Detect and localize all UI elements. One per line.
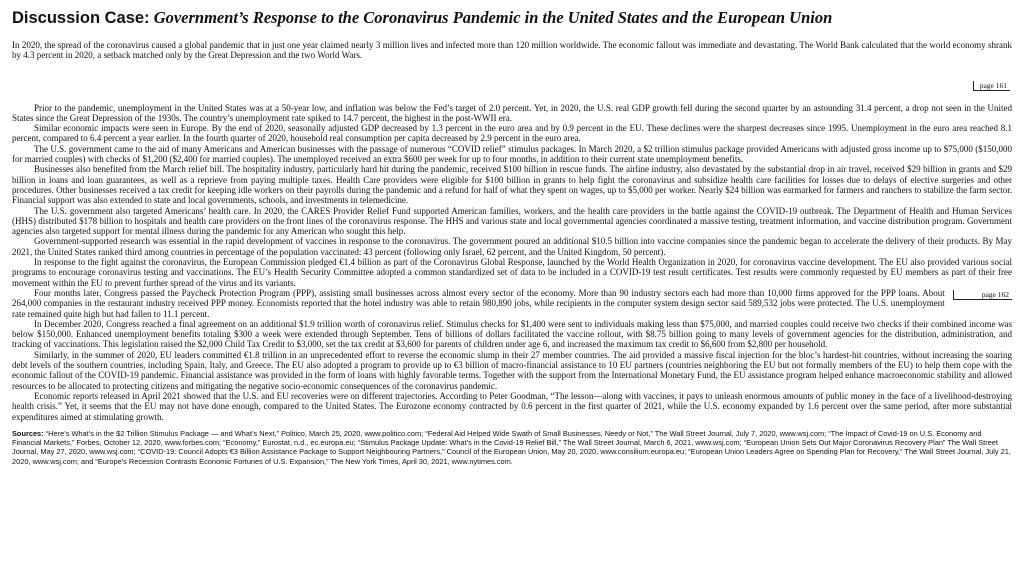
paragraph-us-economy: Prior to the pandemic, unemployment in the United States was at a 50-year low, and inflation was below the Fed’s target of 2.0 percent. Yet, in 2020, the U.S. real GDP growth fell during the second quarter by an astounding 31.4 percent, a drop not seen in the United States since the Great Depression of the 1930s. The country’s unemployment rate spiked to 14.7 percent, the highest in the post-WWII era.	[12, 102, 1012, 123]
sources-label: Sources:	[12, 428, 44, 438]
sources-text: “Here’s What’s in the $2 Trillion Stimulus Package — and What’s Next,” Politico, March 25, 2020, www.politico.com; “Federal Aid Helped Wide Swath of Small Businesses, Needy or Not,” The Wall Street Journal, July 7, 2020, www.wsj.com; “The Impact of Covid-19 on U.S. Economy and Financial Markets,” Forbes, October 12, 2020, www.forbes.com; “Economy,” Eurostat, n.d., ec.europa.eu; “Stimulus Package Update: What’s in the Covid-19 Relief Bill,” The Wall Street Journal, March 6, 2021, www.wsj.com; “European Union Sets Out Major Coronavirus Recovery Plan” The Wall Street Journal, May 27, 2020, www.wsj.com; “COVID-19: Council Adopts €3 Billion Assistance Package to Support Neighbouring Partners,” Council of the European Union, May 20, 2020, www.consilium.europa.eu; “European Union Leaders Agree on Spending Plan for Recovery,” The Wall Street Journal, July 21, 2020, www.wsj.com; and “Europe’s Recession Contrasts Economic Fortunes of U.S. Expansion,” The New York Times, April 30, 2021, www.nytimes.com.	[12, 428, 1011, 466]
intro-section	[12, 40, 1012, 61]
case-title-lead: Discussion Case:	[12, 9, 150, 27]
case-title	[12, 8, 1012, 28]
intro-paragraph: In 2020, the spread of the coronavirus caused a global pandemic that in just one year claimed nearly 3 million lives and infected more than 120 million worldwide. The economic fallout was immediate and devastating. The World Bank calculated that the world economy shrank by 4.3 percent in 2020, a setback matched only by the Great Depression and the two World Wars.	[12, 40, 1012, 61]
sources-section	[12, 429, 1012, 466]
page-marker-162: page 162	[953, 290, 1012, 300]
paragraph-health-care: The U.S. government also targeted Americans’ health care. In 2020, the CARES Provider Relief Fund supported American families, workers, and the health care providers in the battle against the COVID-19 outbreak. The Department of Health and Human Services (HHS) distributed $178 billion to hospitals and health care providers on the front lines of the coronavirus response. The HHS and various state and local governmental agencies coordinated a massive testing, treatment information, and vaccine distribution program. Government agencies also targeted support for mental illness during the pandemic for any American who sought this help.	[12, 205, 1012, 237]
page-marker-161: page 161	[973, 81, 1010, 91]
case-body	[12, 103, 1012, 422]
paragraph-economic-reports: Economic reports released in April 2021 showed that the U.S. and EU recoveries were on different trajectories. According to Peter Goodman, “The lesson—along with vaccines, it pays to unleash enormous amounts of public money in the face of a livelihood-destroying health crisis.” Yet, it seems that the EU may not have done enough, compared to the United States. The Eurozone economy contracted by 0.6 percent in the first quarter of 2021, while the U.S. economy expanded by 1.6 percent over the same period, after more substantial expenditures aimed at stimulating growth.	[12, 390, 1012, 422]
paragraph-business-relief: Businesses also benefited from the March relief bill. The hospitality industry, particularly hard hit during the pandemic, received $100 billion in rescue funds. The airline industry, also devastated by the substantial drop in air travel, received $29 billion in grants and $29 billion in loans and loan guarantees, as well as a reprieve from paying multiple taxes. Health Care providers were eligible for $100 billion in grants to help fight the coronavirus and subsidize health care facilities for losses due to delays of elective surgeries and other procedures. Other businesses received a tax credit for keeping idle workers on their payrolls during the pandemic and a refund for half of what they spent on wages, up to $5,000 per worker. Nearly $24 billion was earmarked for farmers and ranchers to stabilize the farm sector. Financial support was also extended to state and local governments, schools, and investments in telemedicine.	[12, 164, 1012, 206]
paragraph-ppp-text: Four months later, Congress passed the Paycheck Protection Program (PPP), assisting small businesses across almost every sector of the economy. More than 90 industry sectors each had more than 10,000 firms approved for the PPP loans. About 264,000 companies in the restaurant industry received PPP money. Economists reported that the hotel industry was able to retain 980,890 jobs, while recipients in the computer system design sector said 589,532 jobs were protected. The U.S. unemployment rate remained quite high but had fallen to 11.1 percent.	[12, 287, 945, 319]
paragraph-ppp	[12, 288, 1012, 319]
paragraph-europe-economy: Similar economic impacts were seen in Europe. By the end of 2020, seasonally adjusted GDP decreased by 1.3 percent in the euro area and by 0.9 percent in the EU. These declines were the sharpest decreases since 1995. Unemployment in the euro area reached 8.1 percent, compared to 6.4 percent a year earlier. In the fourth quarter of 2020, household real consumption per capita decreased by 2.9 percent in the euro area.	[12, 123, 1012, 144]
paragraph-eu-response: In response to the fight against the coronavirus, the European Commission pledged €1.4 billion as part of the Coronavirus Global Response, launched by the World Health Organization in 2020, for coronavirus vaccine development. The EU also provided various social programs to encourage coronavirus testing and vaccinations. The EU’s Health Security Committee adopted a common standardized set of data to be included in a COVID-19 test result certificates. Test results were commonly requested by EU members as part of their free movement within the EU to prevent further spread of the virus and its variants.	[12, 257, 1012, 288]
paragraph-december-relief: In December 2020, Congress reached a final agreement on an additional $1.9 trillion worth of coronavirus relief. Stimulus checks for $1,400 were sent to individuals making less than $75,000, and married couples could receive two checks if their combined income was below $150,000. Enhanced unemployment benefits totaling $300 a week were extended through September. Tens of billions of dollars facilitated the vaccine rollout, with $8.75 billion going to many levels of government agencies for the distribution, administration, and tracking of vaccinations. This legislation raised the $2,000 Child Tax Credit to $3,000, set the tax credit at $3,600 for parents of children under age 6, and increased the maximum tax credit to $6,600 from $2,800 per household.	[12, 318, 1012, 350]
case-title-rest: Government’s Response to the Coronavirus Pandemic in the United States and the European Union	[153, 8, 833, 27]
paragraph-eu-recovery: Similarly, in the summer of 2020, EU leaders committed €1.8 trillion in an unprecedented effort to reverse the economic slump in their 27 member countries. The aid provided a massive fiscal injection for the bloc’s hardest-hit countries, without increasing the soaring debt levels of the southern countries, including Spain, Italy, and Greece. The EU also adopted a program to provide up to €3 billion of macro-financial assistance to 10 EU partners (countries neighboring the EU but not formally members of the EU) to help them cope with the economic fallout of the COVID-19 pandemic. Financial assistance was provided in the form of loans with highly favorable terms. Together with the support from the International Monetary Fund, the EU assistance program helped enhance macroeconomic stability and allowed resources to be allocated to protecting citizens and mitigating the negative socio-economic consequences of the coronavirus pandemic.	[12, 349, 1012, 391]
paragraph-us-stimulus: The U.S. government came to the aid of many Americans and American businesses with the passage of numerous “COVID relief” stimulus packages. In March 2020, a $2 trillion stimulus package provided Americans with adjusted gross income up to $75,000 ($150,000 for married couples) with checks of $1,200 ($2,400 for married couples). The unemployed received an extra $600 per week for up to four months, in addition to their current state unemployment benefits.	[12, 143, 1012, 165]
paragraph-vaccines: Government-supported research was essential in the rapid development of vaccines in response to the coronavirus. The government poured an additional $10.5 billion into vaccine companies since the pandemic began to accelerate the delivery of their products. By May 2021, the United States ranked third among countries in percentage of the population vaccinated: 43 percent (following only Israel, 62 percent, and the United Kingdom, 50 percent).	[12, 236, 1012, 257]
